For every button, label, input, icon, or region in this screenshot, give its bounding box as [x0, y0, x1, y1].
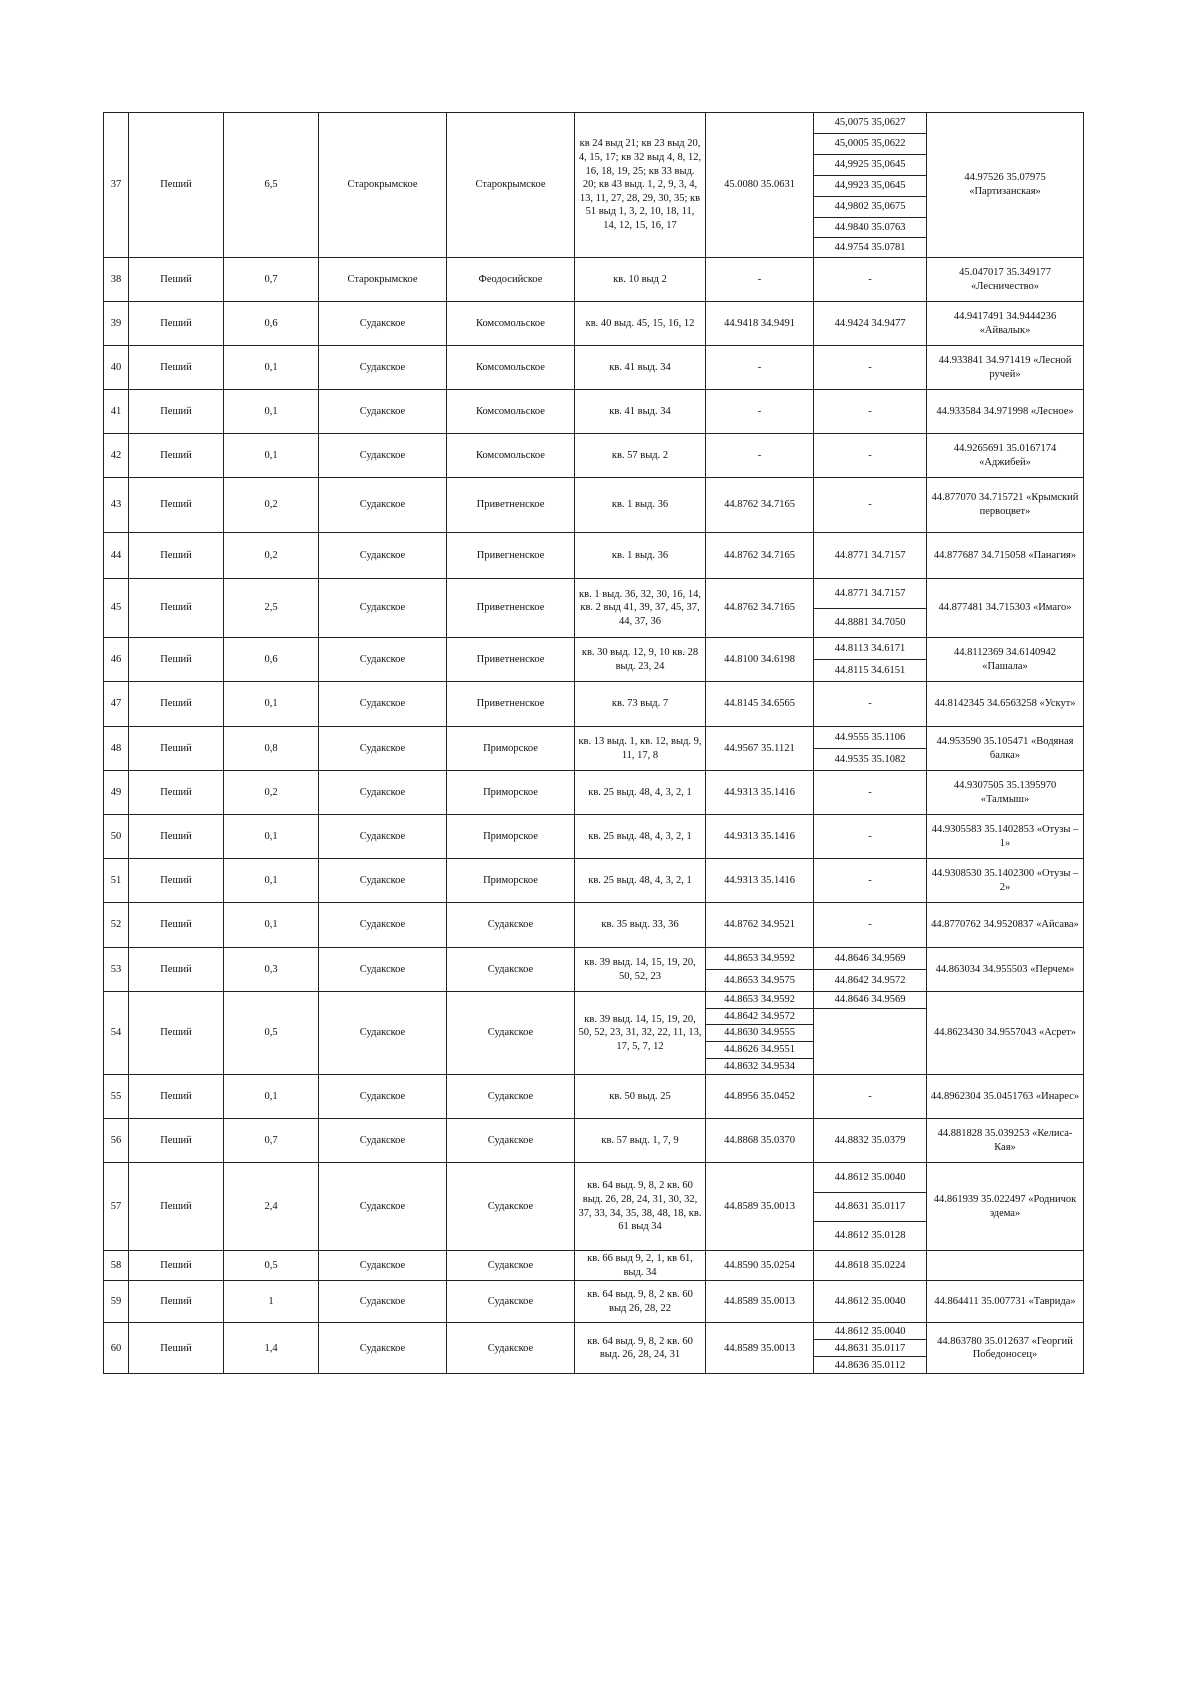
table-row	[104, 1119, 1084, 1163]
start-coordinates: 44.8653 34.9592	[706, 948, 814, 970]
start-coordinates: 44.9313 35.1416	[706, 859, 814, 903]
waypoint-coordinates: 44.8612 35.0040	[814, 1281, 927, 1323]
route-type: Пеший	[129, 478, 224, 533]
waypoint-coordinates: 44.8113 34.6171	[814, 638, 927, 660]
table-row	[104, 533, 1084, 579]
row-number: 56	[104, 1119, 129, 1163]
start-coordinates: 44.8145 34.6565	[706, 682, 814, 727]
route-length: 0,1	[224, 682, 319, 727]
row-number: 53	[104, 948, 129, 992]
forestry-b: Приветненское	[447, 478, 575, 533]
quarter-blocks: кв. 25 выд. 48, 4, 3, 2, 1	[575, 859, 706, 903]
route-type: Пеший	[129, 992, 224, 1075]
waypoint-coordinates: 44.9424 34.9477	[814, 302, 927, 346]
forestry-a: Судакское	[319, 1119, 447, 1163]
table-row	[104, 113, 1084, 134]
end-point	[927, 1251, 1084, 1281]
waypoint-coordinates: 44.8612 35.0040	[814, 1163, 927, 1193]
route-type: Пеший	[129, 638, 224, 682]
forestry-a: Судакское	[319, 727, 447, 771]
end-point: 44.877687 34.715058 «Панагия»	[927, 533, 1084, 579]
waypoint-coordinates: -	[814, 682, 927, 727]
end-point: 44.8770762 34.9520837 «Айсава»	[927, 903, 1084, 948]
forestry-a: Судакское	[319, 346, 447, 390]
forestry-b: Судакское	[447, 1075, 575, 1119]
table-row	[104, 1281, 1084, 1323]
start-coordinates: -	[706, 390, 814, 434]
waypoint-coordinates: 44.8771 34.7157	[814, 533, 927, 579]
row-number: 49	[104, 771, 129, 815]
forestry-b: Феодосийское	[447, 258, 575, 302]
forestry-a: Судакское	[319, 1075, 447, 1119]
waypoint-coordinates: 44,9802 35,0675	[814, 197, 927, 218]
route-length: 0,6	[224, 302, 319, 346]
quarter-blocks: кв. 13 выд. 1, кв. 12, выд. 9, 11, 17, 8	[575, 727, 706, 771]
waypoint-coordinates: -	[814, 903, 927, 948]
route-type: Пеший	[129, 682, 224, 727]
end-point: 44.9308530 35.1402300 «Отузы – 2»	[927, 859, 1084, 903]
end-point: 44.877481 34.715303 «Имаго»	[927, 579, 1084, 638]
route-type: Пеший	[129, 1323, 224, 1374]
table-row	[104, 1251, 1084, 1281]
row-number: 58	[104, 1251, 129, 1281]
forestry-b: Приветненское	[447, 579, 575, 638]
quarter-blocks: кв. 25 выд. 48, 4, 3, 2, 1	[575, 815, 706, 859]
route-length: 0,1	[224, 859, 319, 903]
route-type: Пеший	[129, 258, 224, 302]
waypoint-coordinates: 44.8832 35.0379	[814, 1119, 927, 1163]
forestry-a: Судакское	[319, 478, 447, 533]
waypoint-coordinates: 44.8612 35.0040	[814, 1323, 927, 1340]
start-coordinates: 44.9313 35.1416	[706, 815, 814, 859]
waypoint-coordinates: -	[814, 390, 927, 434]
quarter-blocks: кв. 35 выд. 33, 36	[575, 903, 706, 948]
start-coordinates: 44.8589 35.0013	[706, 1163, 814, 1251]
forestry-a: Судакское	[319, 948, 447, 992]
route-type: Пеший	[129, 815, 224, 859]
waypoint-coordinates: 44.8631 35.0117	[814, 1193, 927, 1222]
forestry-a: Судакское	[319, 390, 447, 434]
forestry-b: Старокрымское	[447, 113, 575, 258]
end-point: 44.8112369 34.6140942 «Пашала»	[927, 638, 1084, 682]
waypoint-coordinates: -	[814, 478, 927, 533]
row-number: 42	[104, 434, 129, 478]
forestry-a: Судакское	[319, 638, 447, 682]
quarter-blocks: кв. 39 выд. 14, 15, 19, 20, 50, 52, 23, 31, 32, 22, 11, 13, 17, 5, 7, 12	[575, 992, 706, 1075]
quarter-blocks: кв. 10 выд 2	[575, 258, 706, 302]
row-number: 39	[104, 302, 129, 346]
row-number: 43	[104, 478, 129, 533]
row-number: 37	[104, 113, 129, 258]
waypoint-coordinates: -	[814, 258, 927, 302]
quarter-blocks: кв. 39 выд. 14, 15, 19, 20, 50, 52, 23	[575, 948, 706, 992]
route-length: 0,5	[224, 1251, 319, 1281]
route-length: 0,1	[224, 1075, 319, 1119]
quarter-blocks: кв. 1 выд. 36	[575, 533, 706, 579]
row-number: 59	[104, 1281, 129, 1323]
start-coordinates: 44.8653 34.9592	[706, 992, 814, 1009]
waypoint-coordinates: -	[814, 434, 927, 478]
forestry-a: Судакское	[319, 682, 447, 727]
start-coordinates: 44.8100 34.6198	[706, 638, 814, 682]
table-row	[104, 346, 1084, 390]
forestry-b: Приморское	[447, 727, 575, 771]
waypoint-coordinates: 44.8612 35.0128	[814, 1222, 927, 1251]
table-row	[104, 727, 1084, 749]
forestry-b: Приморское	[447, 771, 575, 815]
waypoint-coordinates: 44.8646 34.9569	[814, 948, 927, 970]
forestry-a: Судакское	[319, 815, 447, 859]
waypoint-coordinates: -	[814, 771, 927, 815]
route-length: 0,2	[224, 533, 319, 579]
forestry-a: Судакское	[319, 533, 447, 579]
end-point: 44.97526 35.07975 «Партизанская»	[927, 113, 1084, 258]
row-number: 48	[104, 727, 129, 771]
table-row	[104, 682, 1084, 727]
route-length: 0,1	[224, 815, 319, 859]
row-number: 44	[104, 533, 129, 579]
table-row	[104, 1163, 1084, 1193]
end-point: 44.863034 34.955503 «Перчем»	[927, 948, 1084, 992]
start-coordinates: 45.0080 35.0631	[706, 113, 814, 258]
waypoint-coordinates: 45,0075 35,0627	[814, 113, 927, 134]
forestry-b: Комсомольское	[447, 302, 575, 346]
end-point: 44.9417491 34.9444236 «Айвалык»	[927, 302, 1084, 346]
route-type: Пеший	[129, 859, 224, 903]
start-coordinates: 44.9418 34.9491	[706, 302, 814, 346]
waypoint-coordinates: 44,9925 35,0645	[814, 155, 927, 176]
table-row	[104, 258, 1084, 302]
quarter-blocks: кв. 50 выд. 25	[575, 1075, 706, 1119]
waypoint-coordinates: 44,9923 35,0645	[814, 176, 927, 197]
forestry-b: Судакское	[447, 1119, 575, 1163]
waypoint-coordinates: 44.9754 35.0781	[814, 238, 927, 258]
route-type: Пеший	[129, 1075, 224, 1119]
route-type: Пеший	[129, 302, 224, 346]
route-length: 0,3	[224, 948, 319, 992]
start-coordinates: 44.8589 35.0013	[706, 1281, 814, 1323]
waypoint-coordinates: 44.8642 34.9572	[706, 1008, 814, 1025]
end-point: 44.881828 35.039253 «Келиса-Кая»	[927, 1119, 1084, 1163]
waypoint-coordinates: 44.8631 35.0117	[814, 1340, 927, 1357]
route-length: 0,1	[224, 434, 319, 478]
forestry-b: Комсомольское	[447, 390, 575, 434]
row-number: 41	[104, 390, 129, 434]
end-point: 44.9307505 35.1395970 «Талмыш»	[927, 771, 1084, 815]
forestry-b: Приморское	[447, 815, 575, 859]
quarter-blocks: кв. 64 выд. 9, 8, 2 кв. 60 выд. 26, 28, 24, 31	[575, 1323, 706, 1374]
table-row	[104, 478, 1084, 533]
waypoint-coordinates: 44.8626 34.9551	[706, 1041, 814, 1058]
waypoint-coordinates: -	[814, 346, 927, 390]
end-point: 45.047017 35.349177 «Лесничество»	[927, 258, 1084, 302]
forestry-b: Комсомольское	[447, 346, 575, 390]
route-length: 0,1	[224, 390, 319, 434]
quarter-blocks: кв. 1 выд. 36, 32, 30, 16, 14, кв. 2 выд 41, 39, 37, 45, 37, 44, 37, 36	[575, 579, 706, 638]
waypoint-coordinates: -	[814, 1075, 927, 1119]
table-row	[104, 434, 1084, 478]
start-coordinates: -	[706, 346, 814, 390]
waypoint-coordinates: 45,0005 35,0622	[814, 134, 927, 155]
end-point: 44.864411 35.007731 «Таврида»	[927, 1281, 1084, 1323]
forestry-a: Судакское	[319, 1163, 447, 1251]
row-number: 50	[104, 815, 129, 859]
route-type: Пеший	[129, 533, 224, 579]
forestry-a: Судакское	[319, 992, 447, 1075]
forestry-a: Судакское	[319, 903, 447, 948]
forestry-a: Судакское	[319, 302, 447, 346]
waypoint-coordinates: 44.8771 34.7157	[814, 579, 927, 609]
table-row	[104, 948, 1084, 970]
start-coordinates: 44.8762 34.7165	[706, 533, 814, 579]
forestry-a: Судакское	[319, 579, 447, 638]
waypoint-coordinates: 44.9535 35.1082	[814, 749, 927, 771]
route-length: 0,8	[224, 727, 319, 771]
forestry-b: Судакское	[447, 903, 575, 948]
forestry-a: Старокрымское	[319, 113, 447, 258]
forestry-a: Судакское	[319, 1281, 447, 1323]
route-type: Пеший	[129, 903, 224, 948]
quarter-blocks: кв. 1 выд. 36	[575, 478, 706, 533]
quarter-blocks: кв. 25 выд. 48, 4, 3, 2, 1	[575, 771, 706, 815]
route-type: Пеший	[129, 948, 224, 992]
table-row	[104, 579, 1084, 609]
route-length: 0,6	[224, 638, 319, 682]
route-length: 1,4	[224, 1323, 319, 1374]
forestry-b: Судакское	[447, 948, 575, 992]
end-point: 44.8962304 35.0451763 «Инарес»	[927, 1075, 1084, 1119]
table-row	[104, 390, 1084, 434]
end-point: 44.9265691 35.0167174 «Аджибей»	[927, 434, 1084, 478]
quarter-blocks: кв. 64 выд. 9, 8, 2 кв. 60 выд. 26, 28, 24, 31, 30, 32, 37, 33, 34, 35, 38, 48, 18, кв. 61 выд 34	[575, 1163, 706, 1251]
start-coordinates: 44.8762 34.7165	[706, 478, 814, 533]
end-point: 44.953590 35.105471 «Водяная балка»	[927, 727, 1084, 771]
routes-table	[103, 112, 1084, 1374]
row-number: 57	[104, 1163, 129, 1251]
quarter-blocks: кв. 73 выд. 7	[575, 682, 706, 727]
forestry-a: Судакское	[319, 859, 447, 903]
table-row	[104, 903, 1084, 948]
quarter-blocks: кв. 57 выд. 2	[575, 434, 706, 478]
end-point: 44.9305583 35.1402853 «Отузы – 1»	[927, 815, 1084, 859]
end-point: 44.933841 34.971419 «Лесной ручей»	[927, 346, 1084, 390]
row-number: 40	[104, 346, 129, 390]
row-number: 51	[104, 859, 129, 903]
forestry-a: Судакское	[319, 1323, 447, 1374]
end-point: 44.8623430 34.9557043 «Асрет»	[927, 992, 1084, 1075]
table-row	[104, 815, 1084, 859]
start-coordinates: 44.8590 35.0254	[706, 1251, 814, 1281]
forestry-b: Привегненское	[447, 533, 575, 579]
forestry-b: Приветненское	[447, 638, 575, 682]
route-type: Пеший	[129, 1119, 224, 1163]
quarter-blocks: кв. 41 выд. 34	[575, 346, 706, 390]
start-coordinates: -	[706, 434, 814, 478]
route-length: 0,2	[224, 771, 319, 815]
waypoint-coordinates: 44.9840 35.0763	[814, 218, 927, 238]
quarter-blocks: кв 24 выд 21; кв 23 выд 20, 4, 15, 17; кв 32 выд 4, 8, 12, 16, 18, 19, 25; кв 33 выд. 20; кв 43 выд. 1, 2, 9, 3, 4, 13, 11, 27, 28, 29, 30, 35; кв 51 выд 1, 3, 2, 10, 18, 11, 14, 12, 15, 16, 17	[575, 113, 706, 258]
table-body	[104, 113, 1084, 1374]
forestry-a: Судакское	[319, 771, 447, 815]
waypoint-coordinates: 44.9555 35.1106	[814, 727, 927, 749]
forestry-a: Судакское	[319, 1251, 447, 1281]
start-coordinates: 44.8762 34.7165	[706, 579, 814, 638]
route-length: 0,2	[224, 478, 319, 533]
forestry-b: Приветненское	[447, 682, 575, 727]
table-row	[104, 1075, 1084, 1119]
waypoint-coordinates: 44.8632 34.9534	[706, 1058, 814, 1075]
row-number: 45	[104, 579, 129, 638]
quarter-blocks: кв. 30 выд. 12, 9, 10 кв. 28 выд. 23, 24	[575, 638, 706, 682]
table-row	[104, 302, 1084, 346]
row-number: 60	[104, 1323, 129, 1374]
route-length: 2,5	[224, 579, 319, 638]
route-length: 0,5	[224, 992, 319, 1075]
route-type: Пеший	[129, 1251, 224, 1281]
start-coordinates: 44.8956 35.0452	[706, 1075, 814, 1119]
end-point: 44.877070 34.715721 «Крымский первоцвет»	[927, 478, 1084, 533]
forestry-b: Комсомольское	[447, 434, 575, 478]
route-type: Пеший	[129, 771, 224, 815]
waypoint-coordinates: 44.8642 34.9572	[814, 970, 927, 992]
table-row	[104, 771, 1084, 815]
row-number: 54	[104, 992, 129, 1075]
row-number: 38	[104, 258, 129, 302]
end-point: 44.933584 34.971998 «Лесное»	[927, 390, 1084, 434]
route-type: Пеший	[129, 346, 224, 390]
forestry-b: Приморское	[447, 859, 575, 903]
waypoint-coordinates: -	[814, 859, 927, 903]
waypoint-coordinates: 44.8630 34.9555	[706, 1025, 814, 1042]
route-type: Пеший	[129, 727, 224, 771]
row-number: 47	[104, 682, 129, 727]
forestry-a: Старокрымское	[319, 258, 447, 302]
forestry-b: Судакское	[447, 1251, 575, 1281]
table-row	[104, 859, 1084, 903]
route-type: Пеший	[129, 579, 224, 638]
quarter-blocks: кв. 66 выд 9, 2, 1, кв 61, выд. 34	[575, 1251, 706, 1281]
route-length: 0,7	[224, 258, 319, 302]
start-coordinates: 44.8653 34.9575	[706, 970, 814, 992]
row-number: 52	[104, 903, 129, 948]
end-point: 44.863780 35.012637 «Георгий Победоносец»	[927, 1323, 1084, 1374]
route-length: 0,1	[224, 346, 319, 390]
forestry-a: Судакское	[319, 434, 447, 478]
waypoint-coordinates: 44.8646 34.9569	[814, 992, 927, 1009]
start-coordinates: 44.9313 35.1416	[706, 771, 814, 815]
start-coordinates: 44.9567 35.1121	[706, 727, 814, 771]
waypoint-coordinates: 44.8115 34.6151	[814, 660, 927, 682]
route-type: Пеший	[129, 1281, 224, 1323]
route-length: 1	[224, 1281, 319, 1323]
start-coordinates: 44.8589 35.0013	[706, 1323, 814, 1374]
route-length: 2,4	[224, 1163, 319, 1251]
start-coordinates: -	[706, 258, 814, 302]
waypoint-coordinates: 44.8618 35.0224	[814, 1251, 927, 1281]
route-length: 6,5	[224, 113, 319, 258]
start-coordinates: 44.8868 35.0370	[706, 1119, 814, 1163]
route-type: Пеший	[129, 390, 224, 434]
end-point: 44.861939 35.022497 «Родничок эдема»	[927, 1163, 1084, 1251]
table-row	[104, 1323, 1084, 1340]
forestry-b: Судакское	[447, 1281, 575, 1323]
quarter-blocks: кв. 40 выд. 45, 15, 16, 12	[575, 302, 706, 346]
route-type: Пеший	[129, 434, 224, 478]
row-number: 46	[104, 638, 129, 682]
waypoint-coordinates: 44.8881 34.7050	[814, 609, 927, 638]
route-type: Пеший	[129, 1163, 224, 1251]
quarter-blocks: кв. 41 выд. 34	[575, 390, 706, 434]
quarter-blocks: кв. 64 выд. 9, 8, 2 кв. 60 выд 26, 28, 22	[575, 1281, 706, 1323]
row-number: 55	[104, 1075, 129, 1119]
route-length: 0,1	[224, 903, 319, 948]
waypoint-coordinates: 44.8636 35.0112	[814, 1357, 927, 1374]
table-row	[104, 638, 1084, 660]
end-point: 44.8142345 34.6563258 «Ускут»	[927, 682, 1084, 727]
route-length: 0,7	[224, 1119, 319, 1163]
route-type: Пеший	[129, 113, 224, 258]
quarter-blocks: кв. 57 выд. 1, 7, 9	[575, 1119, 706, 1163]
start-coordinates: 44.8762 34.9521	[706, 903, 814, 948]
forestry-b: Судакское	[447, 1323, 575, 1374]
forestry-b: Судакское	[447, 1163, 575, 1251]
waypoint-coordinates: -	[814, 815, 927, 859]
table-row	[104, 992, 1084, 1009]
forestry-b: Судакское	[447, 992, 575, 1075]
